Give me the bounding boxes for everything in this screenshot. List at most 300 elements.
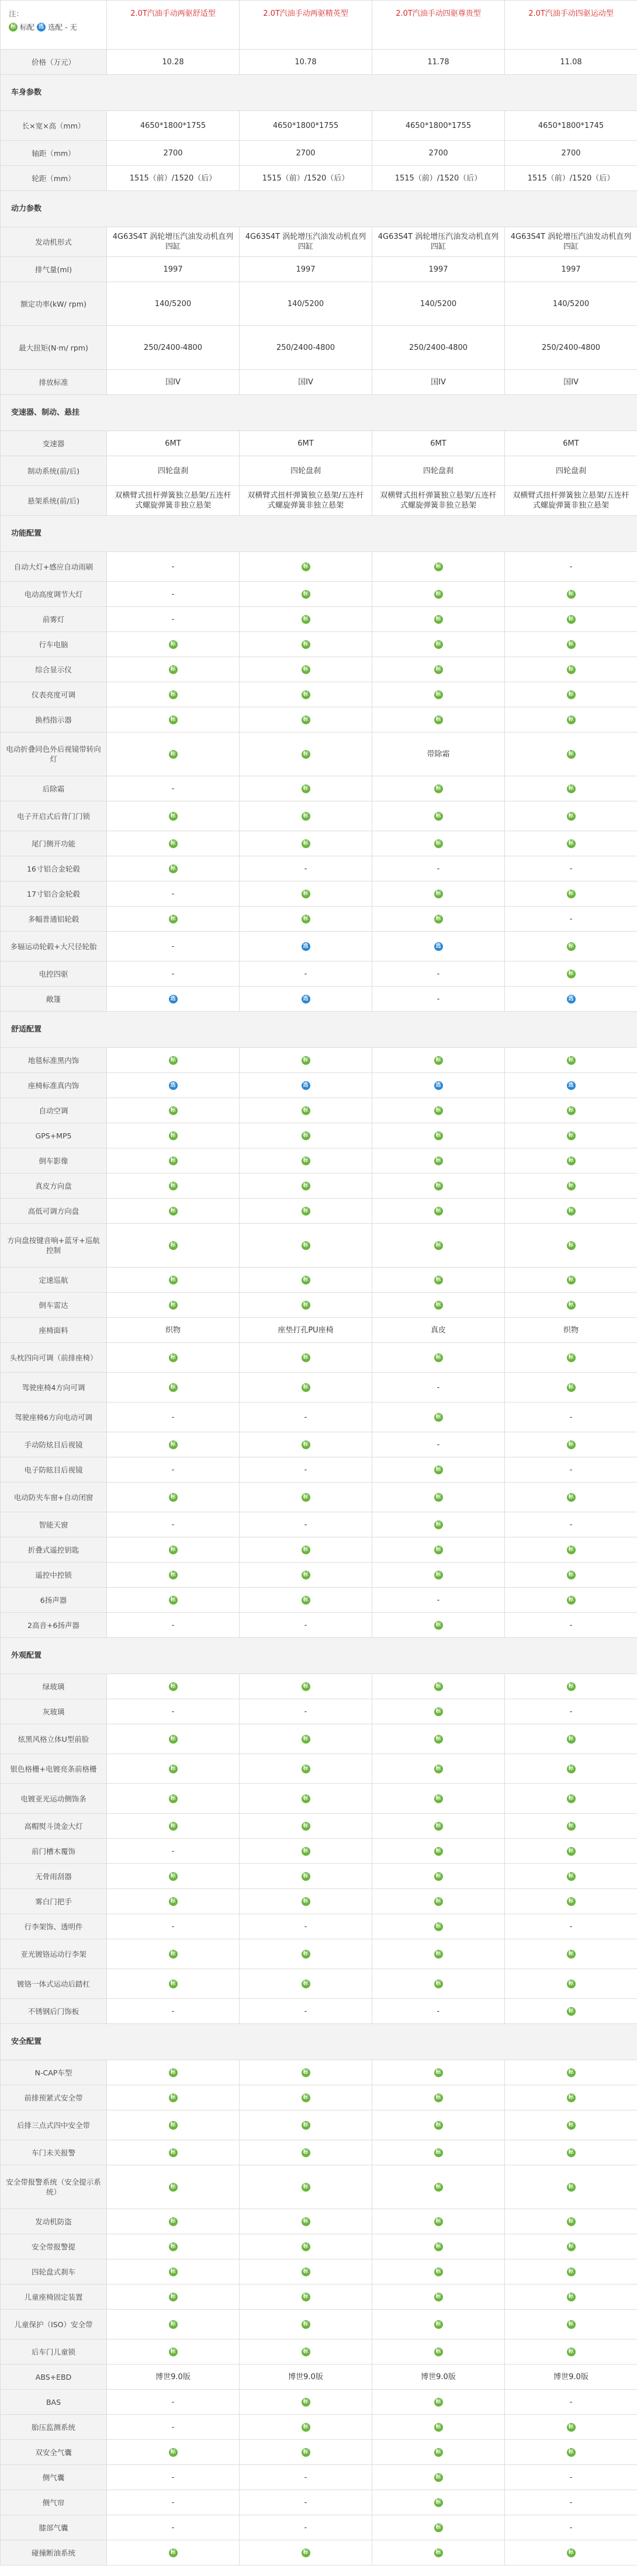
spec-value-none: - xyxy=(107,2465,240,2490)
spec-label: 遥控中控锁 xyxy=(1,1563,107,1588)
spec-row xyxy=(1,2540,637,2565)
spec-value: 2700 xyxy=(107,141,240,166)
spec-label: BAS xyxy=(1,2390,107,2415)
standard-badge-icon: 标 xyxy=(302,1980,310,1988)
standard-badge-icon: 标 xyxy=(567,970,576,978)
spec-value-none: - xyxy=(107,932,240,961)
spec-label: 行李架饰、透明件 xyxy=(1,1914,107,1939)
spec-value: 四轮盘刹 xyxy=(505,456,637,486)
standard-badge-icon: 标 xyxy=(169,1546,178,1554)
standard-badge-icon: 标 xyxy=(169,812,178,821)
spec-label: 电动防夹车窗+自动闭窗 xyxy=(1,1483,107,1512)
spec-label: ABS+EBD xyxy=(1,2365,107,2390)
optional-badge-icon: 选 xyxy=(169,995,178,1004)
spec-value-badge xyxy=(107,1864,240,1889)
spec-value-badge xyxy=(240,1373,372,1402)
spec-value-badge xyxy=(240,1483,372,1512)
standard-badge-icon: 标 xyxy=(434,2068,443,2077)
spec-row xyxy=(1,370,637,395)
spec-value-badge xyxy=(505,2110,637,2140)
spec-value: 4G63S4T 涡轮增压汽油发动机直列四缸 xyxy=(107,227,240,257)
standard-badge-icon: 标 xyxy=(302,1847,310,1856)
spec-value-badge xyxy=(505,2310,637,2339)
spec-value-badge xyxy=(505,1268,637,1293)
spec-value-none: - xyxy=(240,2490,372,2515)
standard-badge-icon: 标 xyxy=(434,1520,443,1529)
spec-value-badge xyxy=(240,2110,372,2140)
spec-row xyxy=(1,1483,637,1512)
spec-value-none: - xyxy=(107,582,240,607)
spec-value-badge xyxy=(505,2285,637,2310)
spec-value-badge xyxy=(240,2060,372,2085)
spec-value: 博世9.0版 xyxy=(107,2365,240,2390)
standard-badge-icon: 标 xyxy=(302,1131,310,1140)
spec-value: 1515（前）/1520（后） xyxy=(240,166,372,191)
standard-badge-icon: 标 xyxy=(169,1596,178,1605)
standard-badge-icon: 标 xyxy=(567,784,576,793)
spec-value-none: - xyxy=(240,1457,372,1483)
spec-row xyxy=(1,326,637,370)
spec-row xyxy=(1,166,637,191)
standard-badge-icon: 标 xyxy=(567,1106,576,1115)
spec-row xyxy=(1,961,637,987)
spec-row xyxy=(1,1224,637,1268)
spec-table-body xyxy=(1,1,637,2565)
standard-badge-icon: 标 xyxy=(434,2320,443,2329)
spec-value-none: - xyxy=(107,2390,240,2415)
standard-badge-icon: 标 xyxy=(434,1353,443,1362)
spec-value-badge xyxy=(372,907,505,932)
spec-row xyxy=(1,856,637,881)
spec-value-none: - xyxy=(240,1914,372,1939)
spec-label: 安全带报警系统（安全提示系统） xyxy=(1,2165,107,2209)
spec-value-badge xyxy=(505,2440,637,2465)
spec-value: 6MT xyxy=(240,431,372,456)
standard-badge-icon: 标 xyxy=(434,1157,443,1165)
spec-value-badge xyxy=(372,1864,505,1889)
spec-value-badge xyxy=(240,1432,372,1457)
spec-value-badge xyxy=(372,1814,505,1839)
spec-row xyxy=(1,682,637,707)
standard-badge-icon: 标 xyxy=(567,1682,576,1691)
spec-value-badge xyxy=(505,776,637,801)
spec-value-none: - xyxy=(107,1839,240,1864)
spec-value-badge xyxy=(372,2465,505,2490)
spec-label: 轮距（mm） xyxy=(1,166,107,191)
standard-badge-icon: 标 xyxy=(567,1872,576,1881)
standard-badge-icon: 标 xyxy=(434,1466,443,1474)
spec-value-none: - xyxy=(107,607,240,632)
spec-value-badge xyxy=(107,1754,240,1784)
spec-value-badge xyxy=(107,1814,240,1839)
spec-value-badge xyxy=(240,1537,372,1563)
standard-badge-icon: 标 xyxy=(434,1241,443,1250)
spec-row xyxy=(1,2365,637,2390)
header-row xyxy=(1,1,637,50)
spec-row xyxy=(1,657,637,682)
standard-badge-icon: 标 xyxy=(169,1301,178,1310)
spec-value-badge xyxy=(372,2285,505,2310)
spec-value-none: - xyxy=(505,907,637,932)
standard-badge-icon: 标 xyxy=(302,1182,310,1190)
spec-label: 自动空调 xyxy=(1,1098,107,1123)
spec-row xyxy=(1,1373,637,1402)
spec-row xyxy=(1,1613,637,1638)
legend-none-label: - 无 xyxy=(65,23,78,32)
standard-badge-icon: 标 xyxy=(434,2183,443,2192)
spec-label: 尾门侧开功能 xyxy=(1,831,107,856)
spec-value-none: - xyxy=(505,1613,637,1638)
standard-badge-icon: 标 xyxy=(169,690,178,699)
spec-value-badge xyxy=(240,932,372,961)
standard-badge-icon: 标 xyxy=(169,1131,178,1140)
spec-value-badge xyxy=(107,1224,240,1268)
spec-label: 高低可调方向盘 xyxy=(1,1199,107,1224)
spec-value-badge xyxy=(372,2060,505,2085)
spec-label: 碰撞断油系统 xyxy=(1,2540,107,2565)
spec-value-badge xyxy=(505,1674,637,1699)
spec-value-badge xyxy=(107,1537,240,1563)
spec-row xyxy=(1,1724,637,1754)
spec-row xyxy=(1,1148,637,1174)
spec-value-badge xyxy=(107,1889,240,1914)
standard-badge-icon: 标 xyxy=(434,1106,443,1115)
standard-badge-icon: 标 xyxy=(567,750,576,759)
spec-value-badge xyxy=(505,1784,637,1814)
standard-badge-icon: 标 xyxy=(169,2293,178,2301)
standard-badge-icon: 标 xyxy=(434,1794,443,1803)
spec-value-none: - xyxy=(372,1373,505,1402)
spec-value-badge xyxy=(107,2259,240,2285)
standard-badge-icon: 标 xyxy=(434,1822,443,1831)
spec-value-badge xyxy=(107,831,240,856)
standard-badge-icon: 标 xyxy=(302,1735,310,1744)
spec-value-badge xyxy=(107,2110,240,2140)
standard-badge-icon: 标 xyxy=(302,615,310,624)
standard-badge-icon: 标 xyxy=(567,2293,576,2301)
spec-value-badge xyxy=(107,2060,240,2085)
spec-value: 11.78 xyxy=(372,50,505,75)
spec-value-badge xyxy=(372,1123,505,1148)
standard-badge-icon: 标 xyxy=(567,2068,576,2077)
spec-row xyxy=(1,1268,637,1293)
spec-value: 1997 xyxy=(372,257,505,282)
standard-badge-icon: 标 xyxy=(434,2293,443,2301)
spec-value-badge xyxy=(372,1048,505,1073)
spec-row xyxy=(1,2234,637,2259)
model-header-4: 2.0T汽油手动四驱运动型 xyxy=(505,1,637,50)
standard-badge-icon: 标 xyxy=(169,2068,178,2077)
standard-badge-icon: 标 xyxy=(567,716,576,724)
spec-row xyxy=(1,2465,637,2490)
spec-value-badge xyxy=(372,1457,505,1483)
spec-label: 敞篷 xyxy=(1,987,107,1012)
standard-badge-icon: 标 xyxy=(567,2183,576,2192)
spec-row xyxy=(1,2140,637,2165)
standard-badge-icon: 标 xyxy=(302,2398,310,2407)
section-title: 外观配置 xyxy=(1,1638,637,1674)
spec-value-badge xyxy=(372,2440,505,2465)
standard-badge-icon: 标 xyxy=(302,2183,310,2192)
spec-label: 换档指示器 xyxy=(1,707,107,732)
standard-badge-icon: 标 xyxy=(567,615,576,624)
standard-badge-icon: 标 xyxy=(302,784,310,793)
spec-value: 博世9.0版 xyxy=(240,2365,372,2390)
standard-badge-icon: 标 xyxy=(567,1546,576,1554)
spec-value-badge xyxy=(505,1343,637,1373)
spec-label: 胎压监测系统 xyxy=(1,2415,107,2440)
spec-value-badge xyxy=(107,1148,240,1174)
spec-value-badge xyxy=(372,1537,505,1563)
spec-label: 炫黑风格立体U型前脸 xyxy=(1,1724,107,1754)
standard-badge-icon: 标 xyxy=(434,784,443,793)
standard-badge-icon: 标 xyxy=(434,812,443,821)
spec-value-badge xyxy=(372,1563,505,1588)
spec-value-badge xyxy=(107,2440,240,2465)
spec-value-badge xyxy=(240,1864,372,1889)
spec-value-badge xyxy=(240,1073,372,1098)
spec-value-badge xyxy=(505,2165,637,2209)
spec-row xyxy=(1,1939,637,1969)
standard-badge-icon: 标 xyxy=(169,665,178,674)
standard-badge-icon: 标 xyxy=(434,1682,443,1691)
spec-value-badge xyxy=(107,2285,240,2310)
spec-label: 17寸铝合金轮毂 xyxy=(1,881,107,907)
spec-label: 侧气囊 xyxy=(1,2465,107,2490)
spec-label: 多幅普通铝轮毂 xyxy=(1,907,107,932)
spec-value-badge xyxy=(240,1174,372,1199)
spec-value-none: - xyxy=(107,881,240,907)
standard-badge-icon: 标 xyxy=(302,1353,310,1362)
spec-value-badge xyxy=(372,801,505,831)
spec-label: 前雾灯 xyxy=(1,607,107,632)
spec-row xyxy=(1,1969,637,1999)
standard-badge-icon: 标 xyxy=(169,2148,178,2157)
spec-row xyxy=(1,2415,637,2440)
standard-badge-icon: 标 xyxy=(434,1872,443,1881)
spec-row xyxy=(1,456,637,486)
spec-value-badge xyxy=(107,1343,240,1373)
spec-value-badge xyxy=(107,2310,240,2339)
standard-badge-icon: 标 xyxy=(169,1157,178,1165)
standard-badge-icon: 标 xyxy=(169,2121,178,2130)
spec-value-none: - xyxy=(107,1999,240,2024)
spec-value-badge xyxy=(372,632,505,657)
spec-value-badge xyxy=(372,1969,505,1999)
spec-value-badge xyxy=(240,1293,372,1318)
spec-value-none: - xyxy=(505,1914,637,1939)
spec-value-badge xyxy=(505,881,637,907)
standard-badge-icon: 标 xyxy=(169,1106,178,1115)
spec-row xyxy=(1,1699,637,1724)
optional-badge-icon: 选 xyxy=(302,942,310,951)
spec-value-badge xyxy=(372,582,505,607)
spec-value: 双横臂式扭杆弹簧独立悬架/五连杆式螺旋弹簧非独立悬架 xyxy=(372,486,505,516)
spec-value-none: - xyxy=(372,856,505,881)
standard-badge-icon: 标 xyxy=(567,1182,576,1190)
spec-row xyxy=(1,707,637,732)
spec-row xyxy=(1,1864,637,1889)
spec-value: 国IV xyxy=(107,370,240,395)
spec-value: 双横臂式扭杆弹簧独立悬架/五连杆式螺旋弹簧非独立悬架 xyxy=(505,486,637,516)
spec-label: 前门槽木覆饰 xyxy=(1,1839,107,1864)
spec-label: 镀铬一体式运动后踏杠 xyxy=(1,1969,107,1999)
spec-label: 侧气帘 xyxy=(1,2490,107,2515)
spec-value-badge xyxy=(372,2140,505,2165)
section-header-row xyxy=(1,1012,637,1048)
standard-badge-icon: 标 xyxy=(169,1571,178,1579)
standard-badge-icon: 标 xyxy=(169,2217,178,2226)
spec-value-badge xyxy=(107,682,240,707)
spec-label: 后除霜 xyxy=(1,776,107,801)
optional-badge-icon: 选 xyxy=(37,23,46,32)
standard-badge-icon: 标 xyxy=(567,690,576,699)
spec-row xyxy=(1,2390,637,2415)
spec-label: 折叠式遥控钥匙 xyxy=(1,1537,107,1563)
spec-value-none: - xyxy=(107,2415,240,2440)
spec-value-none: - xyxy=(107,2515,240,2540)
standard-badge-icon: 标 xyxy=(302,1950,310,1959)
spec-value: 带除霜 xyxy=(372,732,505,776)
standard-badge-icon: 标 xyxy=(434,1707,443,1716)
standard-badge-icon: 标 xyxy=(567,2242,576,2251)
optional-badge-icon: 选 xyxy=(434,1081,443,1090)
standard-badge-icon: 标 xyxy=(567,1950,576,1959)
spec-value-badge xyxy=(372,932,505,961)
spec-value-badge xyxy=(372,1889,505,1914)
spec-row xyxy=(1,1048,637,1073)
spec-value: 织物 xyxy=(107,1318,240,1343)
standard-badge-icon: 标 xyxy=(434,1922,443,1931)
standard-badge-icon: 标 xyxy=(302,1794,310,1803)
spec-value-badge xyxy=(240,2390,372,2415)
spec-value-badge xyxy=(240,1224,372,1268)
standard-badge-icon: 标 xyxy=(567,2217,576,2226)
section-header-row xyxy=(1,516,637,552)
standard-badge-icon: 标 xyxy=(567,1980,576,1988)
spec-value-badge xyxy=(372,1098,505,1123)
standard-badge-icon: 标 xyxy=(567,890,576,898)
standard-badge-icon: 标 xyxy=(567,1157,576,1165)
spec-row xyxy=(1,776,637,801)
spec-value-badge xyxy=(505,1939,637,1969)
spec-value: 10.78 xyxy=(240,50,372,75)
spec-value-badge xyxy=(240,2085,372,2110)
spec-value-badge xyxy=(505,1814,637,1839)
standard-badge-icon: 标 xyxy=(567,1353,576,1362)
spec-value-badge xyxy=(240,2234,372,2259)
spec-value-badge xyxy=(372,1939,505,1969)
spec-value-badge xyxy=(240,907,372,932)
spec-value: 1997 xyxy=(240,257,372,282)
legend-optional-label: 选配 xyxy=(48,23,63,32)
spec-label: 手动防炫目后视镜 xyxy=(1,1432,107,1457)
standard-badge-icon: 标 xyxy=(169,2348,178,2356)
spec-label: 电子开启式后背门门锁 xyxy=(1,801,107,831)
spec-label: 后车门儿童锁 xyxy=(1,2339,107,2365)
spec-value-badge xyxy=(372,2234,505,2259)
spec-value-badge xyxy=(372,2515,505,2540)
standard-badge-icon: 标 xyxy=(169,640,178,649)
spec-row xyxy=(1,431,637,456)
standard-badge-icon: 标 xyxy=(169,865,178,873)
spec-value-badge xyxy=(107,1969,240,1999)
spec-label: 6扬声器 xyxy=(1,1588,107,1613)
spec-value-badge xyxy=(372,1343,505,1373)
standard-badge-icon: 标 xyxy=(169,1182,178,1190)
spec-value-badge xyxy=(372,1199,505,1224)
spec-value-badge xyxy=(505,1724,637,1754)
standard-badge-icon: 标 xyxy=(567,1735,576,1744)
spec-row xyxy=(1,582,637,607)
spec-value-none: - xyxy=(505,2390,637,2415)
spec-value-none: - xyxy=(107,1402,240,1432)
section-header-row xyxy=(1,2024,637,2060)
spec-row xyxy=(1,141,637,166)
spec-value-badge xyxy=(505,1839,637,1864)
spec-value: 1515（前）/1520（后） xyxy=(372,166,505,191)
spec-value-badge xyxy=(505,2085,637,2110)
standard-badge-icon: 标 xyxy=(434,563,443,571)
spec-value-badge xyxy=(107,2540,240,2565)
spec-value-badge xyxy=(505,607,637,632)
spec-value-badge xyxy=(505,801,637,831)
spec-label: 驾驶座椅6方向电动可调 xyxy=(1,1402,107,1432)
spec-value-badge xyxy=(107,856,240,881)
legend-standard-label: 标配 xyxy=(20,23,35,32)
spec-label: 电动折叠同色外后视镜带转向灯 xyxy=(1,732,107,776)
spec-row xyxy=(1,1889,637,1914)
spec-value-badge xyxy=(372,2490,505,2515)
spec-value-badge xyxy=(505,2060,637,2085)
spec-value-badge xyxy=(372,657,505,682)
spec-label: 发动机形式 xyxy=(1,227,107,257)
spec-label: N-CAP车型 xyxy=(1,2060,107,2085)
spec-value-none: - xyxy=(505,2515,637,2540)
spec-value-badge xyxy=(240,632,372,657)
spec-value-badge xyxy=(372,1699,505,1724)
standard-badge-icon: 标 xyxy=(434,890,443,898)
spec-row xyxy=(1,1343,637,1373)
spec-value-badge xyxy=(372,1674,505,1699)
spec-value-badge xyxy=(240,1588,372,1613)
spec-label: 2高音+6扬声器 xyxy=(1,1613,107,1638)
spec-value-badge xyxy=(505,2209,637,2234)
spec-value-badge xyxy=(107,1123,240,1148)
spec-value-badge xyxy=(107,1563,240,1588)
spec-row xyxy=(1,282,637,326)
standard-badge-icon: 标 xyxy=(567,1440,576,1449)
spec-label: 综合显示仪 xyxy=(1,657,107,682)
spec-value-badge xyxy=(240,831,372,856)
spec-value-badge xyxy=(240,732,372,776)
spec-label: 行车电脑 xyxy=(1,632,107,657)
spec-value: 140/5200 xyxy=(505,282,637,326)
spec-row xyxy=(1,1814,637,1839)
spec-row xyxy=(1,2165,637,2209)
spec-value-badge xyxy=(372,1483,505,1512)
standard-badge-icon: 标 xyxy=(567,1276,576,1284)
spec-row xyxy=(1,2110,637,2140)
standard-badge-icon: 标 xyxy=(434,2448,443,2457)
standard-badge-icon: 标 xyxy=(567,2094,576,2102)
standard-badge-icon: 标 xyxy=(434,1897,443,1906)
standard-badge-icon: 标 xyxy=(302,750,310,759)
spec-label: 电镀亚光运动侧饰条 xyxy=(1,1784,107,1814)
spec-row xyxy=(1,607,637,632)
spec-row xyxy=(1,732,637,776)
standard-badge-icon: 标 xyxy=(567,812,576,821)
